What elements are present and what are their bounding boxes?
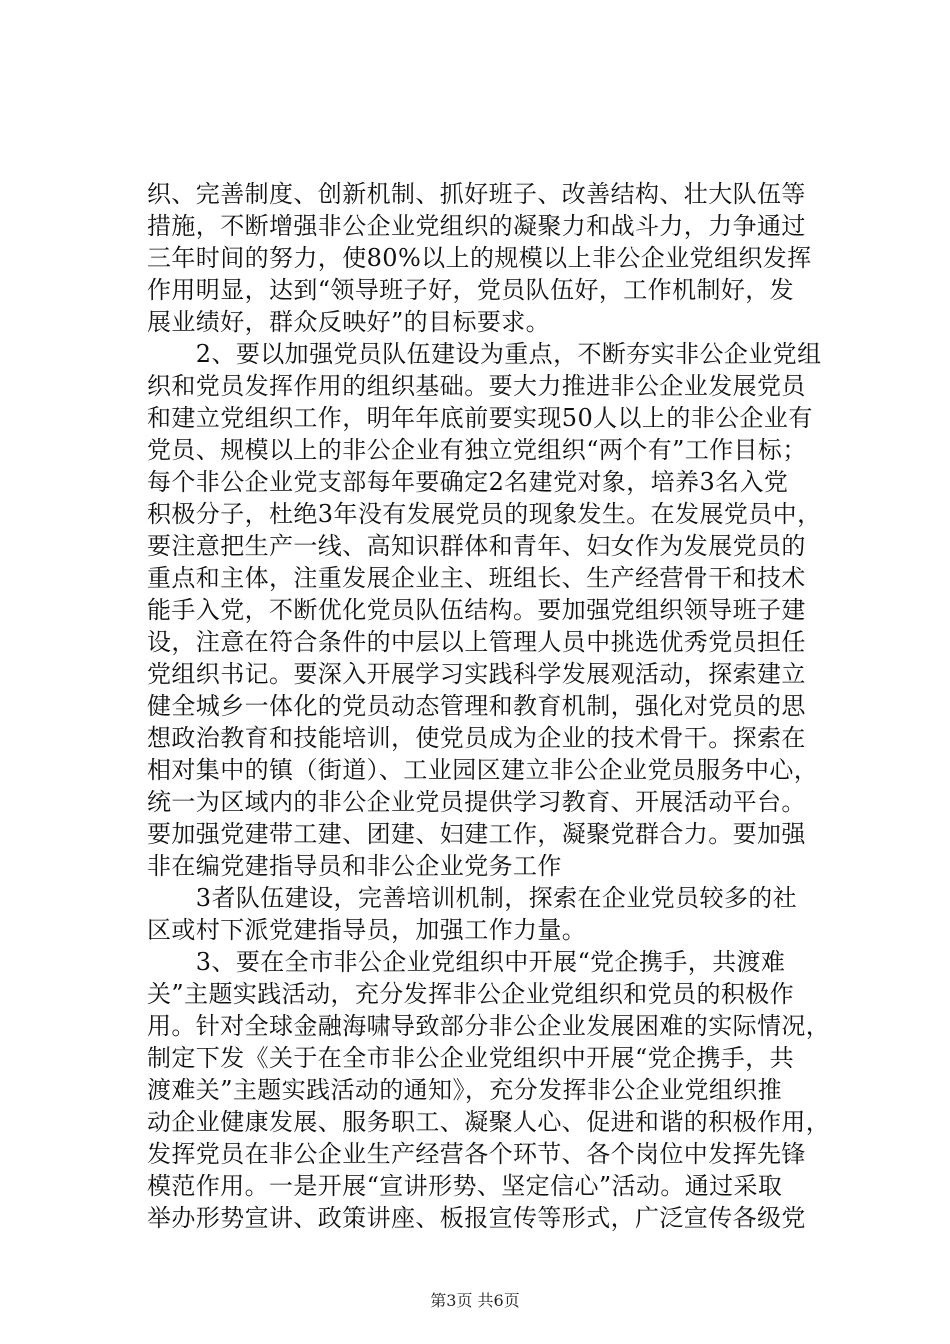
- text-line: 展业绩好，群众反映好”的目标要求。: [147, 308, 551, 336]
- text-line: 要加强党建带工建、团建、妇建工作，凝聚党群合力。要加强: [147, 820, 806, 848]
- text-line: 渡难关”主题实践活动的通知》，充分发挥非公企业党组织推: [147, 1076, 783, 1104]
- text-line: 重点和主体，注重发展企业主、班组长、生产经营骨干和技术: [147, 564, 806, 592]
- text-line: 想政治教育和技能培训，使党员成为企业的技术骨干。探索在: [147, 724, 806, 752]
- page-footer: 第3页 共6页: [430, 1291, 520, 1310]
- text-line: 统一为区域内的非公企业党员提供学习教育、开展活动平台。: [147, 788, 806, 816]
- text-line: 关”主题实践活动，充分发挥非公企业党组织和党员的积极作: [147, 980, 795, 1008]
- text-line: 模范作用。一是开展“宣讲形势、坚定信心”活动。通过采取: [147, 1172, 783, 1200]
- text-line: 健全城乡一体化的党员动态管理和教育机制，强化对党员的思: [147, 692, 806, 720]
- text-line: 和建立党组织工作，明年年底前要实现50人以上的非公企业有: [147, 404, 813, 432]
- text-line: 制定下发《关于在全市非公企业党组织中开展“党企携手，共: [147, 1044, 795, 1072]
- text-line: 织、完善制度、创新机制、抓好班子、改善结构、壮大队伍等: [147, 180, 806, 208]
- text-line: 积极分子，杜绝3年没有发展党员的现象发生。在发展党员中，: [147, 500, 822, 528]
- text-line: 发挥党员在非公企业生产经营各个环节、各个岗位中发挥先锋: [147, 1140, 806, 1168]
- text-line: 党组织书记。要深入开展学习实践科学发展观活动，探索建立: [147, 660, 806, 688]
- text-line: 区或村下派党建指导员，加强工作力量。: [147, 916, 587, 944]
- text-line: 三年时间的努力，使80%以上的规模以上非公企业党组织发挥: [147, 244, 812, 272]
- text-line: 措施，不断增强非公企业党组织的凝聚力和战斗力，力争通过: [147, 212, 806, 240]
- text-line: 每个非公企业党支部每年要确定2名建党对象，培养3名入党: [147, 468, 789, 496]
- text-line: 党员、规模以上的非公企业有独立党组织“两个有”工作目标；: [147, 436, 807, 464]
- text-line: 要注意把生产一线、高知识群体和青年、妇女作为发展党员的: [147, 532, 806, 560]
- text-line: 举办形势宣讲、政策讲座、板报宣传等形式，广泛宣传各级党: [147, 1204, 806, 1232]
- text-line: 动企业健康发展、服务职工、凝聚人心、促进和谐的积极作用，: [147, 1108, 831, 1136]
- text-line: 2、要以加强党员队伍建设为重点，不断夯实非公企业党组: [147, 340, 822, 368]
- text-line: 3、要在全市非公企业党组织中开展“党企携手，共渡难: [147, 948, 786, 976]
- text-line: 3者队伍建设，完善培训机制，探索在企业党员较多的社: [147, 884, 798, 912]
- text-line: 织和党员发挥作用的组织基础。要大力推进非公企业发展党员: [147, 372, 806, 400]
- text-line: 非在编党建指导员和非公企业党务工作: [147, 852, 562, 880]
- text-line: 作用明显，达到“领导班子好，党员队伍好，工作机制好，发: [147, 276, 795, 304]
- document-body: [147, 178, 837, 1234]
- text-line: 相对集中的镇（街道）、工业园区建立非公企业党员服务中心，: [147, 756, 819, 784]
- text-line: 设，注意在符合条件的中层以上管理人员中挑选优秀党员担任: [147, 628, 806, 656]
- text-line: 能手入党，不断优化党员队伍结构。要加强党组织领导班子建: [147, 596, 806, 624]
- text-line: 用。针对全球金融海啸导致部分非公企业发展困难的实际情况，: [147, 1012, 831, 1040]
